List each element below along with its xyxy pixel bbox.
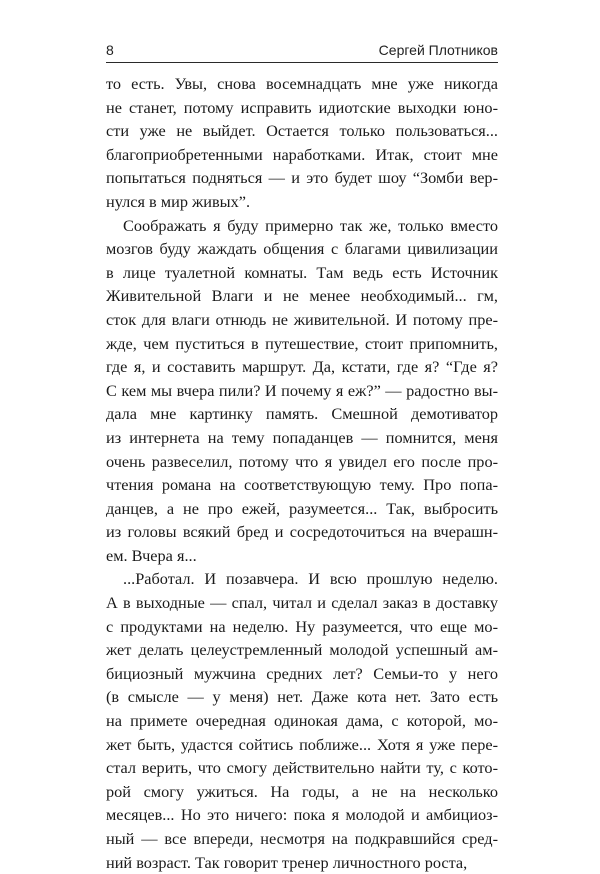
text-line: то есть. Увы, снова восемнадцать мне уже никогда: [106, 74, 498, 93]
text-line: сток для влаги отнюдь не живительной. И потому пре-: [106, 309, 498, 329]
page-header: [106, 40, 498, 63]
text-line: бициозный мужчина средних лет? Семьи-то у него: [106, 663, 498, 683]
text-line: ный — все впереди, несмотря на подкравшийся сред-: [106, 829, 498, 848]
text-line: на примете очередная одинокая дама, с которой, мо-: [106, 711, 498, 731]
text-line: мозгов буду жаждать общения с благами цивилизации: [106, 239, 498, 259]
text-line: (в смысле — у меня) нет. Даже кота нет. Зато есть: [106, 687, 498, 707]
text-line: Живительной Влаги и не менее необходимый... гм,: [106, 286, 498, 306]
text-line: месяцев... Но это ничего: пока я молодой и амбициоз-: [106, 805, 498, 825]
text-line: жет быть, удастся сойтись поближе... Хотя я уже пере-: [106, 734, 498, 754]
text-line: очень развеселил, потому что я увидел его после про-: [106, 451, 498, 471]
text-line: А в выходные — спал, читал и сделал заказ в доставку: [106, 593, 498, 613]
body-text: [106, 72, 498, 874]
text-line: жде, чем пуститься в путешествие, стоит припомнить,: [106, 333, 498, 353]
text-line: чтения романа на соответствующую тему. Про попа-: [106, 475, 498, 495]
text-line: в лице туалетной комнаты. Там ведь есть Источник: [106, 262, 498, 282]
text-line: благоприобретенными наработками. Итак, стоит мне: [106, 144, 498, 164]
paragraph: [106, 72, 498, 214]
text-line: попытаться подняться — и это будет шоу “Зомби вер-: [106, 168, 498, 188]
text-line: нулся в мир живых”.: [106, 191, 251, 211]
paragraph: [106, 214, 498, 568]
paragraph: [106, 567, 498, 874]
running-head-author: Сергей Плотников: [378, 42, 498, 58]
text-line: из головы всякий бред и сосредоточиться на вчерашн-: [106, 522, 498, 542]
text-line: где я, и составить маршрут. Да, кстати, где я? “Где я?: [106, 357, 498, 377]
text-line: данцев, а не про ежей, разумеется... Так, выбросить: [106, 498, 498, 518]
text-line: дала мне картинку память. Смешной демотиватор: [106, 404, 498, 424]
text-line: Соображать я буду примерно так же, только вместо: [123, 215, 498, 235]
text-line: с продуктами на неделю. Ну разумеется, что еще мо-: [106, 616, 498, 636]
page-number: 8: [106, 42, 114, 58]
text-line: ем. Вчера я...: [106, 545, 197, 565]
text-line: сти уже не выйдет. Остается только пользоваться...: [106, 121, 498, 141]
text-line: жет делать целеустремленный молодой успешный ам-: [106, 640, 498, 660]
text-line: рой смогу ужиться. На годы, а не на несколько: [106, 781, 498, 801]
text-line: ний возраст. Так говорит тренер личностного роста,: [106, 852, 468, 872]
text-line: ...Работал. И позавчера. И всю прошлую неделю.: [123, 569, 498, 589]
text-line: из интернета на тему попаданцев — помнится, меня: [106, 427, 498, 447]
text-line: стал верить, что смогу действительно найти ту, с кото-: [106, 758, 498, 778]
text-line: С кем мы вчера пили? И почему я еж?” — радостно вы-: [106, 380, 498, 400]
text-line: не станет, потому исправить идиотские выходки юно-: [106, 97, 498, 117]
